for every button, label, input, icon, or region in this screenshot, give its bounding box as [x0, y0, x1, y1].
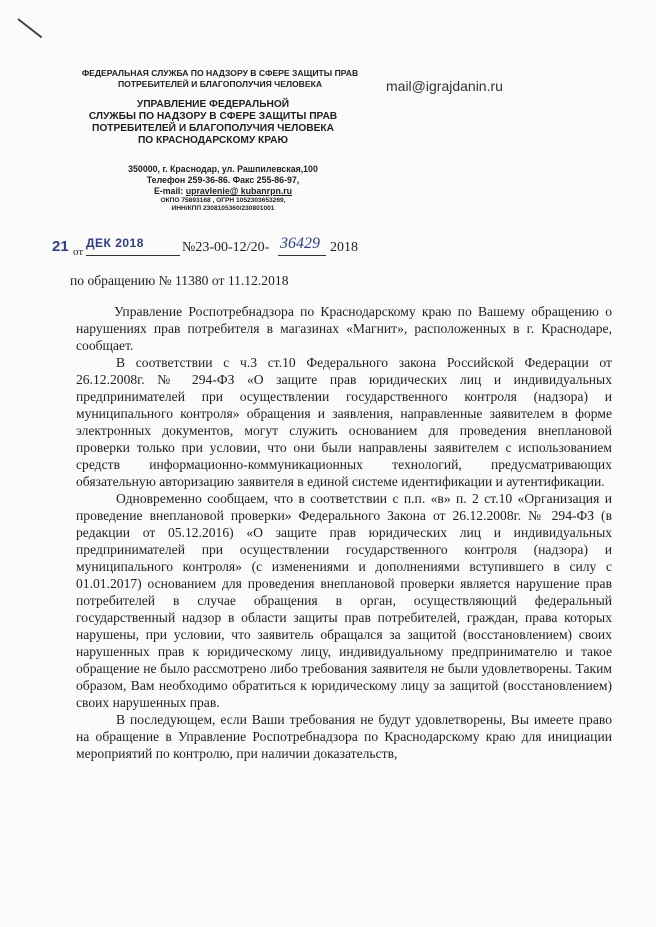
inn-kpp: ИНН/КПП 2308105360/230801001	[171, 205, 275, 212]
address: 350000, г. Краснодар, ул. Рашпилевская,100	[128, 164, 318, 174]
scan-pen-mark	[17, 18, 42, 38]
mail-stamp: mail@igrajdanin.ru	[386, 78, 503, 94]
body-paragraph: В последующем, если Ваши требования не будут удовлетворены, Вы имеете право на обращение в Управление Роспотребнадзора по Краснодарскому краю для инициации мероприятий по контролю, при наличии доказательств,	[76, 712, 612, 761]
appeal-reference: по обращению № 11380 от 11.12.2018	[70, 273, 289, 288]
registration-underline	[278, 255, 326, 256]
department-line: ПО КРАСНОДАРСКОМУ КРАЮ	[137, 135, 289, 146]
okpo-ogrn: ОКПО 75893168 , ОГРН 1052303653269,	[160, 197, 286, 204]
registration-ot: от	[73, 246, 84, 258]
department-line: ПОТРЕБИТЕЛЕЙ И БЛАГОПОЛУЧИЯ ЧЕЛОВЕКА	[92, 123, 334, 134]
phone-fax: Телефон 259-36-86. Факс 255-86-97,	[146, 175, 300, 185]
department-line: СЛУЖБЫ ПО НАДЗОРУ В СФЕРЕ ЗАЩИТЫ ПРАВ	[88, 111, 338, 122]
department-name	[88, 99, 338, 147]
registration-number: №23-00-12/20-	[182, 240, 270, 255]
registration-line	[52, 235, 372, 262]
agency-name: ФЕДЕРАЛЬНАЯ СЛУЖБА ПО НАДЗОРУ В СФЕРЕ ЗАЩИТЫ ПРАВ ПОТРЕБИТЕЛЕЙ И БЛАГОПОЛУЧИЯ ЧЕЛОВЕКА	[81, 68, 359, 89]
registration-number-handwritten: 36429	[280, 235, 320, 252]
registration-month-stamp: ДЕК 2018	[86, 236, 144, 250]
registration-day-stamp: 21	[52, 238, 69, 255]
body-paragraph: Одновременно сообщаем, что в соответствии с п.п. «в» п. 2 ст.10 «Организация и проведение внеплановой проверки» Федерального Закона от 26.12.2008г. № 294-ФЗ (в редакции от 05.12.2016) «О защите прав юридических лиц и индивидуальных предпринимателей при осуществлении государственного контроля (надзора) и муниципального контроля» (с изменениями и дополнениями вступившего в силу с 01.01.2017) основанием для проведения внеплановой проверки является нарушение прав потребителей в случае обращения в орган, осуществляющий федеральный государственный надзор в области защиты прав потребителей, граждан, права которых нарушены, при условии, что заявитель обращался за защитой (восстановлением) своих нарушенных прав к юридическому лицу, индивидуальному предпринимателю и такое обращение не было рассмотрено либо требования заявителя не были удовлетворены. Таким образом, Вам необходимо обратиться к юридическому лицу за защитой (восстановлением) своих нарушенных прав.	[76, 491, 612, 710]
registration-underline	[86, 255, 180, 256]
body-paragraph: В соответствии с ч.3 ст.10 Федерального закона Российской Федерации от 26.12.2008г. № 294-ФЗ «О защите прав юридических лиц и индивидуальных предпринимателей при осуществлении государственного контроля (надзора) и муниципального контроля» обращения и заявления, направленные заявителем в форме электронных документов, могут служить основанием для проведения внеплановой проверки только при условии, что они были направлены заявителем с использованием средств информационно-коммуникационных технологий, предусматривающих обязательную авторизацию заявителя в единой системе идентификации и аутентификации.	[76, 355, 612, 489]
letter-body	[76, 303, 612, 762]
body-paragraph: Управление Роспотребнадзора по Краснодарскому краю по Вашему обращению о нарушениях прав потребителя в магазинах «Магнит», расположенных в г. Краснодаре, сообщает.	[76, 304, 612, 353]
contact-block	[103, 164, 343, 213]
email-line	[103, 186, 343, 197]
registration-year: 2018	[330, 240, 358, 255]
email-link[interactable]: upravlenie@ kubanrpn.ru	[185, 186, 293, 196]
email-label: E-mail:	[153, 186, 186, 196]
department-line: УПРАВЛЕНИЕ ФЕДЕРАЛЬНОЙ	[136, 99, 290, 110]
